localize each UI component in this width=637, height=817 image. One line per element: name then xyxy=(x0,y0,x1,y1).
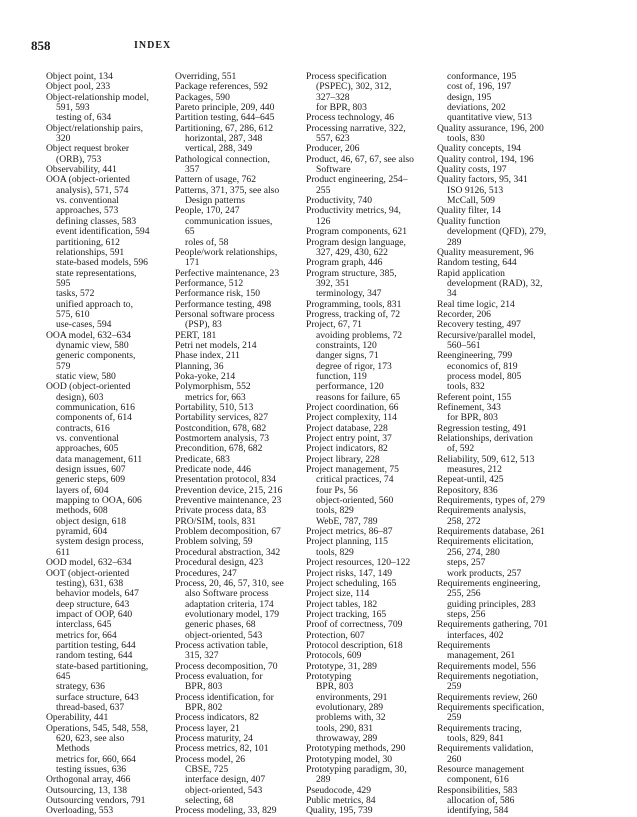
index-subentry: BPR, 802 xyxy=(185,701,223,713)
index-subentry: throwaway, 289 xyxy=(316,733,378,744)
index-subentry: 327–328 xyxy=(316,91,350,103)
index-subentry: 259 xyxy=(447,681,462,693)
index-subentry: design), 603 xyxy=(56,391,104,403)
index-subentry: evolutionary model, 179 xyxy=(185,608,280,620)
index-entry: Random testing, 644 xyxy=(437,257,517,269)
index-entry: Repeat-until, 425 xyxy=(437,474,504,486)
index-entry: Productivity metrics, 94, xyxy=(306,205,401,217)
index-column-2 xyxy=(175,72,301,817)
index-entry: Process identification, for xyxy=(175,691,274,703)
index-column-4 xyxy=(437,72,563,817)
index-subentry: 327, 429, 430, 622 xyxy=(316,246,388,258)
index-subentry: component, 616 xyxy=(447,774,509,786)
index-entry: Requirements engineering, xyxy=(437,577,541,589)
index-subentry: 126 xyxy=(316,215,331,227)
index-subentry: 315, 327 xyxy=(185,650,219,662)
index-entry: Presentation protocol, 834 xyxy=(175,474,276,486)
index-subentry: cost of, 196, 197 xyxy=(447,81,512,93)
index-entry: Postmortem analysis, 73 xyxy=(175,433,270,445)
index-entry: Object-relationship model, xyxy=(46,91,149,103)
index-entry: Requirements review, 260 xyxy=(437,691,538,703)
index-subentry: 595 xyxy=(56,277,71,289)
index-entry: Requirements tracing, xyxy=(437,722,522,734)
index-subentry: generic components, xyxy=(56,350,136,362)
index-subentry: interclass, 645 xyxy=(56,619,112,631)
index-entry: Public metrics, 84 xyxy=(306,795,376,807)
index-entry: Object point, 134 xyxy=(46,71,113,82)
index-entry: Recovery testing, 497 xyxy=(437,319,521,331)
index-entry: Prototype, 31, 289 xyxy=(306,660,377,672)
index-entry: Project resources, 120–122 xyxy=(306,557,411,569)
index-subentry: testing issues, 636 xyxy=(56,764,127,776)
index-entry: Rapid application xyxy=(437,267,505,279)
index-entry: Process model, 26 xyxy=(175,753,246,765)
index-subentry: WebE, 787, 789 xyxy=(316,515,378,527)
index-subentry: object design, 618 xyxy=(56,515,127,527)
index-subentry: design issues, 607 xyxy=(56,464,126,476)
index-entry: Requirements, types of, 279 xyxy=(437,495,545,507)
index-entry: Process technology, 46 xyxy=(306,112,395,124)
index-entry: Prototyping methods, 290 xyxy=(306,743,406,755)
index-entry: Producer, 206 xyxy=(306,143,360,155)
index-subentry: approaches, 605 xyxy=(56,443,119,455)
index-entry: People/work relationships, xyxy=(175,246,278,258)
index-subentry: tools, 832 xyxy=(447,381,485,393)
index-subentry: problems with, 32 xyxy=(316,712,386,724)
index-entry: Packages, 590 xyxy=(175,91,230,103)
index-entry: Quality function xyxy=(437,215,501,227)
index-entry: Prototyping xyxy=(306,670,352,682)
index-subentry: economics of, 819 xyxy=(447,360,518,372)
index-entry: OOT (object-oriented xyxy=(46,567,130,579)
index-entry: Poka-yoke, 214 xyxy=(175,370,236,382)
index-entry: Prototyping model, 30 xyxy=(306,753,393,765)
index-entry: Project risks, 147, 149 xyxy=(306,567,393,579)
index-entry: Problem decomposition, 67 xyxy=(175,526,281,538)
index-subentry: design, 195 xyxy=(447,91,492,103)
index-subentry: 591, 593 xyxy=(56,102,90,114)
index-subentry: pyramid, 604 xyxy=(56,526,108,538)
index-subentry: BPR, 803 xyxy=(185,681,223,693)
index-subentry: state-based models, 596 xyxy=(56,257,148,269)
index-subentry: communication issues, xyxy=(185,215,273,227)
index-entry: Process activation table, xyxy=(175,639,268,651)
index-subentry: (PSPEC), 302, 312, xyxy=(316,81,392,93)
index-subentry: 620, 623, see also xyxy=(56,733,125,744)
index-entry: Performance risk, 150 xyxy=(175,288,260,300)
index-entry: Quality costs, 197 xyxy=(437,164,507,176)
index-entry: Project indicators, 82 xyxy=(306,443,388,455)
index-entry: Portability, 510, 513 xyxy=(175,402,254,413)
index-entry: Processing narrative, 322, xyxy=(306,122,406,134)
index-subentry: 392, 351 xyxy=(316,277,350,289)
index-entry: Repository, 836 xyxy=(437,484,498,496)
index-subentry: 289 xyxy=(447,236,462,248)
index-entry: Project, 67, 71 xyxy=(306,319,362,331)
index-subentry: adaptation criteria, 174 xyxy=(185,598,274,610)
index-entry: People, 170, 247 xyxy=(175,205,240,217)
index-subentry: layers of, 604 xyxy=(56,484,109,496)
index-subentry: Methods xyxy=(56,743,90,755)
index-subentry: vs. conventional xyxy=(56,433,119,445)
index-entry: Observability, 441 xyxy=(46,164,117,176)
index-subentry: ISO 9126, 513 xyxy=(447,184,504,196)
index-subentry: relationships, 591 xyxy=(56,246,125,258)
index-entry: Resource management xyxy=(437,764,525,776)
index-subentry: 255, 256 xyxy=(447,588,481,600)
index-subentry: tasks, 572 xyxy=(56,288,95,300)
index-entry: Prevention device, 215, 216 xyxy=(175,484,283,496)
index-entry: Procedures, 247 xyxy=(175,567,237,579)
index-subentry: deep structure, 643 xyxy=(56,598,130,610)
index-entry: Quality, 195, 739 xyxy=(306,805,373,817)
index-entry: Project complexity, 114 xyxy=(306,412,397,424)
index-entry: Process decomposition, 70 xyxy=(175,660,278,672)
index-entry: Product engineering, 254– xyxy=(306,174,408,186)
index-entry: OOA (object-oriented xyxy=(46,174,130,186)
index-entry: PRO/SIM, tools, 831 xyxy=(175,515,257,527)
index-subentry: horizontal, 287, 348 xyxy=(185,133,263,145)
index-entry: Process specification xyxy=(306,71,387,82)
index-entry: Productivity, 740 xyxy=(306,195,372,207)
index-entry: Refinement, 343 xyxy=(437,402,501,413)
index-entry: Pareto principle, 209, 440 xyxy=(175,102,275,114)
index-entry: Program components, 621 xyxy=(306,226,407,238)
index-entry: Procedural abstraction, 342 xyxy=(175,546,281,558)
index-entry: Phase index, 211 xyxy=(175,350,240,362)
index-entry: Overloading, 553 xyxy=(46,805,114,817)
index-subentry: Design patterns xyxy=(185,195,245,207)
page-number: 858 xyxy=(31,38,51,53)
index-subentry: Software xyxy=(316,164,351,176)
index-subentry: performance, 120 xyxy=(316,381,384,393)
index-subentry: avoiding problems, 72 xyxy=(316,329,403,341)
index-entry: Process layer, 21 xyxy=(175,722,240,734)
index-subentry: behavior models, 647 xyxy=(56,588,139,600)
index-subentry: CBSE, 725 xyxy=(185,764,229,776)
index-entry: Perfective maintenance, 23 xyxy=(175,267,280,279)
index-entry: Relationships, derivation xyxy=(437,433,533,445)
index-subentry: object-oriented, 543 xyxy=(185,784,263,796)
index-subentry: contracts, 616 xyxy=(56,422,110,434)
index-entry: Outsourcing vendors, 791 xyxy=(46,795,146,807)
index-entry: Requirements database, 261 xyxy=(437,526,545,538)
index-subentry: mapping to OOA, 606 xyxy=(56,495,142,507)
index-subentry: for BPR, 803 xyxy=(447,412,498,424)
index-entry: Partition testing, 644–645 xyxy=(175,112,275,124)
index-entry: Protocol description, 618 xyxy=(306,639,403,651)
index-subentry: 258, 272 xyxy=(447,515,481,527)
index-entry: Process modeling, 33, 829 xyxy=(175,805,277,817)
index-subentry: danger signs, 71 xyxy=(316,350,379,362)
index-subentry: reasons for failure, 65 xyxy=(316,391,401,403)
index-entry: Process evaluation, for xyxy=(175,670,263,682)
index-subentry: 255 xyxy=(316,184,331,196)
index-subentry: 289 xyxy=(316,774,331,786)
index-entry: Program structure, 385, xyxy=(306,267,397,279)
index-subentry: generic steps, 609 xyxy=(56,474,126,486)
index-subentry: 320 xyxy=(56,133,71,145)
index-entry: Postcondition, 678, 682 xyxy=(175,422,267,434)
index-entry: Project size, 114 xyxy=(306,588,370,600)
index-entry: Overriding, 551 xyxy=(175,71,237,82)
index-subentry: event identification, 594 xyxy=(56,226,150,238)
index-subentry: 557, 623 xyxy=(316,133,350,145)
index-subentry: process model, 805 xyxy=(447,370,522,382)
index-entry: Proof of correctness, 709 xyxy=(306,619,403,631)
index-entry: OOD (object-oriented xyxy=(46,381,131,393)
index-entry: Portability services, 827 xyxy=(175,412,268,424)
index-entry: Programming, tools, 831 xyxy=(306,298,402,310)
index-subentry: function, 119 xyxy=(316,370,367,382)
index-subentry: guiding principles, 283 xyxy=(447,598,536,610)
index-entry: Program design language, xyxy=(306,236,406,248)
index-entry: Project library, 228 xyxy=(306,453,380,465)
index-entry: Project tables, 182 xyxy=(306,598,378,610)
page-title: INDEX xyxy=(134,40,172,51)
index-entry: Petri net models, 214 xyxy=(175,339,257,351)
index-subentry: management, 261 xyxy=(447,650,516,662)
index-subentry: BPR, 803 xyxy=(316,681,354,693)
index-subentry: interface design, 407 xyxy=(185,774,266,786)
index-entry: Referent point, 155 xyxy=(437,391,512,403)
index-subentry: use-cases, 594 xyxy=(56,319,112,331)
index-entry: Preventive maintenance, 23 xyxy=(175,495,282,507)
index-subentry: evolutionary, 289 xyxy=(316,701,384,713)
index-entry: Real time logic, 214 xyxy=(437,298,515,310)
index-subentry: degree of rigor, 173 xyxy=(316,360,392,372)
index-subentry: 259 xyxy=(447,712,462,724)
index-subentry: system design process, xyxy=(56,536,144,548)
index-entry: Process metrics, 82, 101 xyxy=(175,743,269,755)
index-entry: Package references, 592 xyxy=(175,81,268,93)
index-subentry: partition testing, 644 xyxy=(56,639,136,651)
index-subentry: selecting, 68 xyxy=(185,795,234,807)
index-entry: Project metrics, 86–87 xyxy=(306,526,393,538)
index-entry: Planning, 36 xyxy=(175,360,224,372)
index-entry: Requirements xyxy=(437,639,491,651)
index-entry: Progress, tracking of, 72 xyxy=(306,308,401,320)
index-entry: Requirements gathering, 701 xyxy=(437,619,549,631)
index-entry: Operability, 441 xyxy=(46,712,109,724)
index-entry: Performance, 512 xyxy=(175,277,244,289)
index-entry: Object/relationship pairs, xyxy=(46,122,143,134)
index-entry: Program graph, 446 xyxy=(306,257,383,269)
index-subentry: (PSP), 83 xyxy=(185,319,222,331)
index-subentry: tools, 829 xyxy=(316,546,354,558)
index-entry: Recorder, 206 xyxy=(437,308,491,320)
index-subentry: McCall, 509 xyxy=(447,195,495,207)
index-subentry: roles of, 58 xyxy=(185,236,229,248)
index-entry: Precondition, 678, 682 xyxy=(175,443,263,455)
index-entry: Protection, 607 xyxy=(306,629,365,641)
index-entry: Predicate node, 446 xyxy=(175,464,251,476)
index-entry: Quality concepts, 194 xyxy=(437,143,521,155)
index-subentry: work products, 257 xyxy=(447,567,522,579)
index-entry: Performance testing, 498 xyxy=(175,298,272,310)
index-entry: Polymorphism, 552 xyxy=(175,381,251,393)
index-subentry: components of, 614 xyxy=(56,412,132,424)
index-subentry: 357 xyxy=(185,164,200,176)
index-entry: Quality assurance, 196, 200 xyxy=(437,122,544,134)
index-column-3 xyxy=(306,72,432,817)
index-subentry: defining classes, 583 xyxy=(56,215,137,227)
index-subentry: also Software process xyxy=(185,588,269,600)
index-subentry: vs. conventional xyxy=(56,195,119,207)
index-subentry: conformance, 195 xyxy=(447,71,517,82)
index-subentry: 560–561 xyxy=(447,339,481,351)
index-entry: Pseudocode, 429 xyxy=(306,784,372,796)
index-subentry: metrics for, 660, 664 xyxy=(56,753,136,765)
index-column-1 xyxy=(46,72,172,817)
index-subentry: identifying, 584 xyxy=(447,805,509,817)
index-entry: Problem solving, 59 xyxy=(175,536,253,548)
index-entry: Outsourcing, 13, 138 xyxy=(46,784,128,796)
index-subentry: constraints, 120 xyxy=(316,339,377,351)
index-entry: Private process data, 83 xyxy=(175,505,267,517)
index-subentry: testing of, 634 xyxy=(56,112,112,124)
index-entry: Predicate, 683 xyxy=(175,453,230,465)
index-entry: Project scheduling, 165 xyxy=(306,577,397,589)
index-entry: OOD model, 632–634 xyxy=(46,557,132,569)
index-subentry: for BPR, 803 xyxy=(316,102,367,114)
index-subentry: partitioning, 612 xyxy=(56,236,120,248)
index-subentry: (ORB), 753 xyxy=(56,153,102,165)
index-subentry: tools, 829, 841 xyxy=(447,733,505,744)
index-entry: Recursive/parallel model, xyxy=(437,329,536,341)
index-entry: Requirements validation, xyxy=(437,743,534,755)
index-subentry: methods, 608 xyxy=(56,505,108,517)
index-subentry: impact of OOP, 640 xyxy=(56,608,133,620)
index-entry: Project planning, 115 xyxy=(306,536,388,548)
index-entry: Prototyping paradigm, 30, xyxy=(306,764,407,776)
index-entry: Partitioning, 67, 286, 612 xyxy=(175,122,274,134)
index-subentry: environments, 291 xyxy=(316,691,388,703)
index-subentry: deviations, 202 xyxy=(447,102,506,114)
index-subentry: random testing, 644 xyxy=(56,650,133,662)
index-entry: Project database, 228 xyxy=(306,422,388,434)
index-subentry: terminology, 347 xyxy=(316,288,382,300)
index-subentry: steps, 257 xyxy=(447,557,486,569)
index-subentry: dynamic view, 580 xyxy=(56,339,129,351)
index-entry: Requirements specification, xyxy=(437,701,545,713)
index-subentry: of, 592 xyxy=(447,443,475,455)
index-entry: Operations, 545, 548, 558, xyxy=(46,722,149,734)
index-entry: Object request broker xyxy=(46,143,130,155)
index-subentry: metrics for, 663 xyxy=(185,391,246,403)
index-entry: Reengineering, 799 xyxy=(437,350,513,362)
index-entry: Requirements model, 556 xyxy=(437,660,536,672)
index-subentry: 34 xyxy=(447,288,457,300)
index-subentry: static view, 580 xyxy=(56,370,116,382)
index-subentry: 65 xyxy=(185,226,195,238)
index-entry: Project coordination, 66 xyxy=(306,402,399,413)
index-subentry: approaches, 573 xyxy=(56,205,119,217)
index-subentry: strategy, 636 xyxy=(56,681,105,693)
index-entry: Project entry point, 37 xyxy=(306,433,392,445)
index-subentry: tools, 830 xyxy=(447,133,485,145)
index-entry: OOA model, 632–634 xyxy=(46,329,132,341)
index-entry: Project tracking, 165 xyxy=(306,608,387,620)
index-entry: Project management, 75 xyxy=(306,464,399,476)
index-entry: Orthogonal array, 466 xyxy=(46,774,131,786)
index-entry: PERT, 181 xyxy=(175,329,217,341)
index-subentry: state-based partitioning, xyxy=(56,660,149,672)
index-subentry: 645 xyxy=(56,670,71,682)
index-subentry: analysis), 571, 574 xyxy=(56,184,129,196)
index-subentry: 579 xyxy=(56,360,71,372)
index-entry: Process maturity, 24 xyxy=(175,733,253,744)
index-subentry: 171 xyxy=(185,257,200,269)
index-subentry: thread-based, 637 xyxy=(56,701,125,713)
index-entry: Requirements elicitation, xyxy=(437,536,534,548)
index-entry: Quality control, 194, 196 xyxy=(437,153,534,165)
index-subentry: development (QFD), 279, xyxy=(447,226,547,238)
index-subentry: interfaces, 402 xyxy=(447,629,504,641)
index-subentry: testing), 631, 638 xyxy=(56,577,124,589)
index-subentry: four Ps, 56 xyxy=(316,484,358,496)
index-entry: Quality measurement, 96 xyxy=(437,246,534,258)
index-subentry: data management, 611 xyxy=(56,453,143,465)
index-subentry: critical practices, 74 xyxy=(316,474,394,486)
index-entry: Reliability, 509, 612, 513 xyxy=(437,453,535,465)
index-entry: Procedural design, 423 xyxy=(175,557,264,569)
index-entry: Personal software process xyxy=(175,308,275,320)
index-subentry: quantitative view, 513 xyxy=(447,112,532,124)
index-subentry: vertical, 288, 349 xyxy=(185,143,253,155)
index-subentry: 575, 610 xyxy=(56,308,90,320)
index-subentry: state representations, xyxy=(56,267,137,279)
index-subentry: allocation of, 586 xyxy=(447,795,515,807)
index-subentry: tools, 829 xyxy=(316,505,354,517)
index-subentry: unified approach to, xyxy=(56,298,133,310)
index-subentry: communication, 616 xyxy=(56,402,135,413)
index-entry: Requirements negotiation, xyxy=(437,670,539,682)
index-subentry: tools, 290, 831 xyxy=(316,722,374,734)
index-entry: Pathological connection, xyxy=(175,153,270,165)
index-entry: Responsibilities, 583 xyxy=(437,784,518,796)
index-entry: Pattern of usage, 762 xyxy=(175,174,256,186)
index-subentry: steps, 256 xyxy=(447,608,486,620)
index-entry: Requirements analysis, xyxy=(437,505,526,517)
index-subentry: metrics for, 664 xyxy=(56,629,117,641)
index-subentry: surface structure, 643 xyxy=(56,691,139,703)
index-entry: Regression testing, 491 xyxy=(437,422,527,434)
index-subentry: object-oriented, 560 xyxy=(316,495,394,507)
index-subentry: object-oriented, 543 xyxy=(185,629,263,641)
index-entry: Process indicators, 82 xyxy=(175,712,259,724)
index-subentry: development (RAD), 32, xyxy=(447,277,543,289)
index-entry: Protocols, 609 xyxy=(306,650,362,662)
index-entry: Process, 20, 46, 57, 310, see xyxy=(175,577,284,589)
index-subentry: 260 xyxy=(447,753,462,765)
index-entry: Quality factors, 95, 341 xyxy=(437,174,528,186)
index-subentry: 611 xyxy=(56,546,71,558)
index-entry: Quality filter, 14 xyxy=(437,205,501,217)
index-entry: Object pool, 233 xyxy=(46,81,111,93)
index-subentry: measures, 212 xyxy=(447,464,502,476)
index-entry: Product, 46, 67, 67, see also xyxy=(306,153,414,165)
index-subentry: 256, 274, 280 xyxy=(447,546,500,558)
index-subentry: generic phases, 68 xyxy=(185,619,256,631)
index-entry: Patterns, 371, 375, see also xyxy=(175,184,280,196)
